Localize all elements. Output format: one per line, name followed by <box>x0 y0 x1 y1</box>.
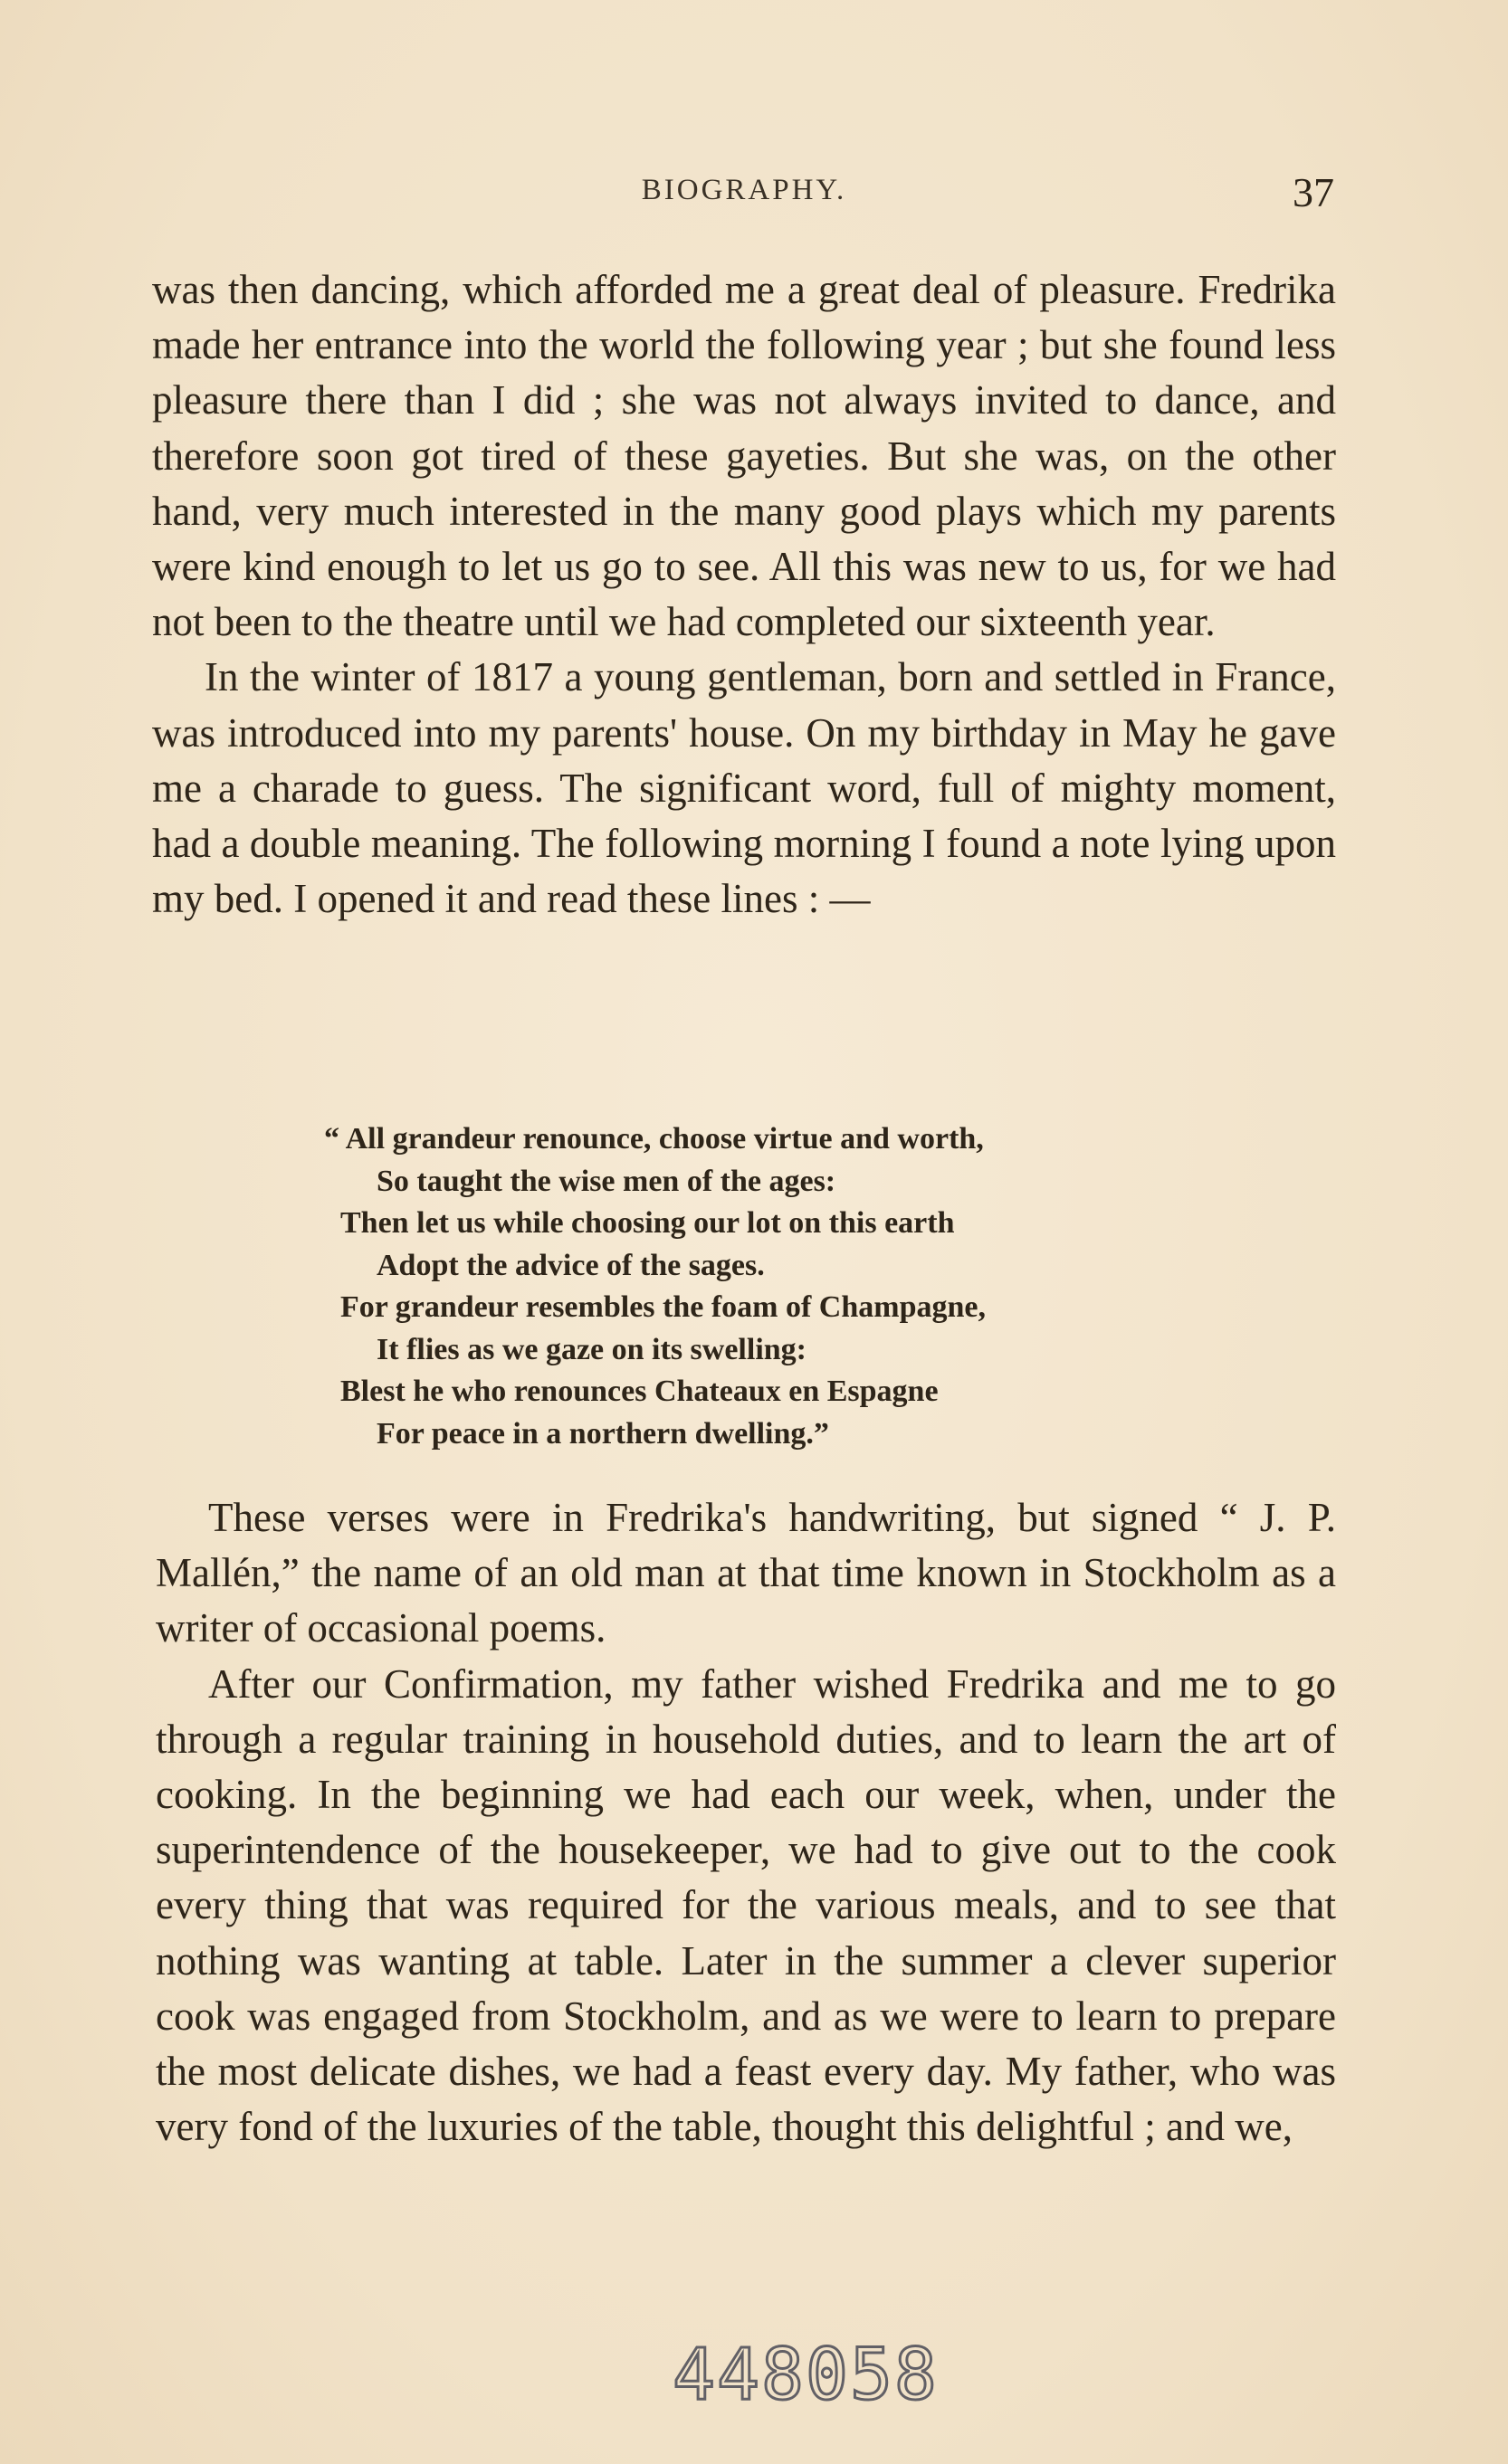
paragraph: In the winter of 1817 a young gentleman, born and settled in France, was introduced into my parents' house. On my birthday in May he gave me a charade to guess. The significant word, full of mighty moment, had a double meaning. The following morning I found a note lying upon my bed. I opened it and read these lines : — <box>152 654 1336 922</box>
poem-line: Adopt the advice of the sages. <box>377 1248 765 1282</box>
page-header <box>154 169 1334 219</box>
poem-line: “ All grandeur renounce, choose virtue and worth, <box>324 1122 984 1156</box>
paragraph: was then dancing, which afforded me a great deal of pleasure. Fredrika made her entrance into the world the following year ; but she found less pleasure there than I did ; she was not always invited to dance, and therefore soon got tired of these gayeties. But she was, on the other hand, very much interested in the many good plays which my parents were kind enough to let us go to see. All this was new to us, for we had not been to the theatre until we had completed our sixteenth year. <box>152 267 1336 645</box>
running-title: BIOGRAPHY. <box>641 174 847 206</box>
poem-line: For peace in a northern dwelling.” <box>377 1416 829 1451</box>
poem-line: So taught the wise men of the ages: <box>377 1164 836 1198</box>
body-text-bottom <box>156 1490 1336 2155</box>
poem-line: Blest he who renounces Chateaux en Espagne <box>340 1375 939 1408</box>
library-stamp: 448058 <box>673 2335 939 2416</box>
body-text-top <box>152 262 1336 927</box>
page-number: 37 <box>1293 169 1334 215</box>
poem-line: For grandeur resembles the foam of Champagne, <box>340 1290 987 1324</box>
paragraph: These verses were in Fredrika's handwriting, but signed “ J. P. Mallén,” the name of an old man at that time known in Stockholm as a writer of occasional poems. <box>156 1495 1336 1651</box>
poem-block <box>324 1118 1191 1455</box>
poem-line: It flies as we gaze on its swelling: <box>377 1332 807 1366</box>
poem-line: Then let us while choosing our lot on this earth <box>340 1206 955 1240</box>
paragraph: After our Confirmation, my father wished Fredrika and me to go through a regular training in household duties, and to learn the art of cooking. In the beginning we had each our week, when, under the superintendence of the housekeeper, we had to give out to the cook every thing that was required for the various meals, and to see that nothing was wanting at table. Later in the summer a clever superior cook was engaged from Stockholm, and as we were to learn to prepare the most delicate dishes, we had a feast every day. My father, who was very fond of the luxuries of the table, thought this delightful ; and we, <box>156 1660 1336 2150</box>
